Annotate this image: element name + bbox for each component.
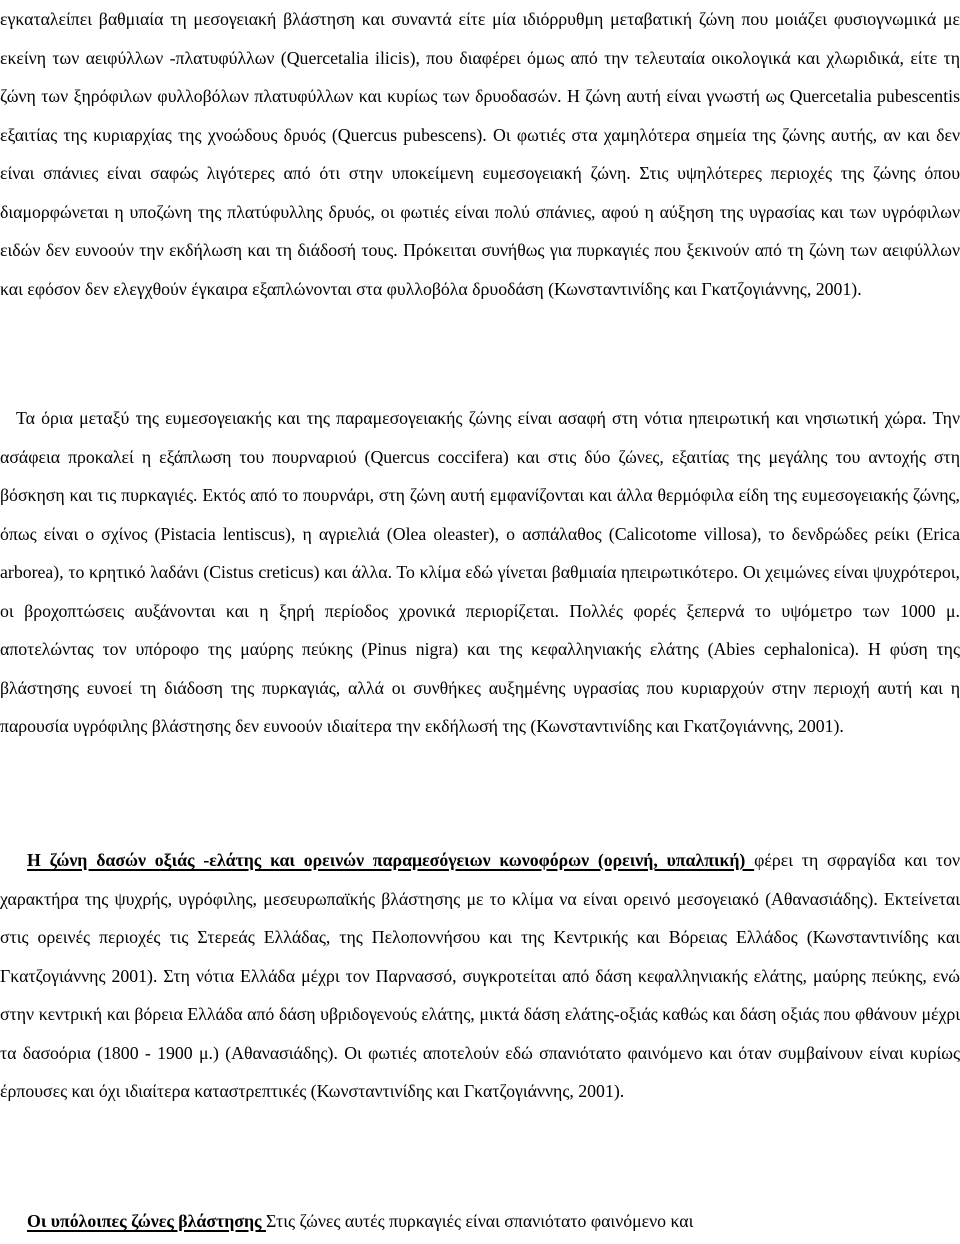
section-heading: Οι υπόλοιπες ζώνες βλάστησης bbox=[27, 1211, 267, 1231]
paragraph-text: φέρει τη σφραγίδα και τον χαρακτήρα της ψυχρής, υγρόφιλης, μεσευρωπαϊκής βλάστησης με το κλίμα να είναι ορεινό μεσογειακό (Αθανασιάδης). Εκτείνεται στις ορεινές περιοχές τις Στερεάς Ελλάδας, της Πελοποννήσου και της Κεντρικής και Βόρειας Ελλάδος (Κωνσταντινίδης και Γκατζογιάννης 2001). Στη νότια Ελλάδα μέχρι τον Παρνασσό, συγκροτείται από δάση κεφαλληνιακής ελάτης, μαύρης πεύκης, ενώ στην κεντρική και βόρεια Ελλάδα από δάση υβριδογενούς ελάτης, μικτά δάση ελάτης-οξιάς καθώς και δάση οξιάς που φθάνουν μέχρι τα δασοόρια (1800 - 1900 μ.) (Αθανασιάδης). Οι φωτιές αποτελούν εδώ σπανιότατο φαινόμενο και όταν συμβαίνουν είναι κυρίως έρπουσες και όχι ιδιαίτερα καταστρεπτικές (Κωνσταντινίδης και Γκατζογιάννης, 2001). bbox=[0, 850, 960, 1101]
paragraph-mediterranean-boundaries bbox=[0, 399, 960, 746]
section-heading: Η ζώνη δασών οξιάς -ελάτης και ορεινών παραμεσόγειων κωνοφόρων (ορεινή, υπαλπική) bbox=[27, 850, 755, 870]
paragraph-text: εγκαταλείπει βαθμιαία τη μεσογειακή βλάστηση και συναντά είτε μία ιδιόρρυθμη μεταβατική ζώνη που μοιάζει φυσιογνωμικά με εκείνη των αειφύλλων -πλατυφύλλων (Quercetalia ilicis), που διαφέρει όμως από την τελευταία οικολογικά και χλωριδικά, είτε τη ζώνη των ξηρόφιλων φυλλοβόλων πλατυφύλλων και κυρίως των δρυοδασών. Η ζώνη αυτή είναι γνωστή ως Quercetalia pubescentis εξαιτίας της κυριαρχίας της χνοώδους δρυός (Quercus pubescens). Οι φωτιές στα χαμηλότερα σημεία της ζώνης αυτής, αν και δεν είναι σπάνιες είναι σαφώς λιγότερες από ότι στην υποκείμενη ευμεσογειακή ζώνη. Στις υψηλότερες περιοχές της ζώνης όπου διαμορφώνεται η υποζώνη της πλατύφυλλης δρυός, οι φωτιές είναι πολύ σπάνιες, αφού η αύξηση της υγρασίας και των υγρόφιλων ειδών δεν ευνοούν την εκδήλωση και τη διάδοσή τους. Πρόκειται συνήθως για πυρκαγιές που ξεκινούν από τη ζώνη των αειφύλλων και εφόσον δεν ελεγχθούν έγκαιρα εξαπλώνονται στα φυλλοβόλα δρυοδάση (Κωνσταντινίδης και Γκατζογιάννης, 2001). bbox=[0, 9, 960, 299]
paragraph-beech-fir-zone bbox=[0, 841, 960, 1111]
paragraph-text: Τα όρια μεταξύ της ευμεσογειακής και της παραμεσογειακής ζώνης είναι ασαφή στη νότια ηπειρωτική και νησιωτική χώρα. Την ασάφεια προκαλεί η εξάπλωση του πουρναριού (Quercus coccifera) και στις δύο ζώνες, εξαιτίας της μεγάλης του αντοχής στη βόσκηση και τις πυρκαγιές. Εκτός από το πουρνάρι, στη ζώνη αυτή εμφανίζονται και άλλα θερμόφιλα είδη της ευμεσογειακής ζώνης, όπως είναι ο σχίνος (Pistacia lentiscus), η αγριελιά (Olea oleaster), ο ασπάλαθος (Calicotome villosa), το δενδρώδες ρείκι (Erica arborea), το κρητικό λαδάνι (Cistus creticus) και άλλα. Το κλίμα εδώ γίνεται βαθμιαία ηπειρωτικότερο. Οι χειμώνες είναι ψυχρότεροι, οι βροχοπτώσεις αυξάνονται και η ξηρή περίοδος χρονικά περιορίζεται. Πολλές φορές ξεπερνά το υψόμετρο των 1000 μ. αποτελώντας τον υπόροφο της μαύρης πεύκης (Pinus nigra) και της κεφαλληνιακής ελάτης (Abies cephalonica). Η φύση της βλάστησης ευνοεί τη διάδοση της πυρκαγιάς, αλλά οι συνθήκες αυξημένης υγρασίας που κυριαρχούν στην περιοχή αυτή και η παρουσία υγρόφιλης βλάστησης δεν ευνοούν ιδιαίτερα την εκδήλωσή της (Κωνσταντινίδης και Γκατζογιάννης, 2001). bbox=[0, 408, 960, 736]
paragraph-quercetalia-pubescentis bbox=[0, 0, 960, 308]
paragraph-text: Στις ζώνες αυτές πυρκαγιές είναι σπανιότατο φαινόμενο και bbox=[266, 1211, 694, 1231]
paragraph-remaining-zones bbox=[0, 1202, 960, 1241]
